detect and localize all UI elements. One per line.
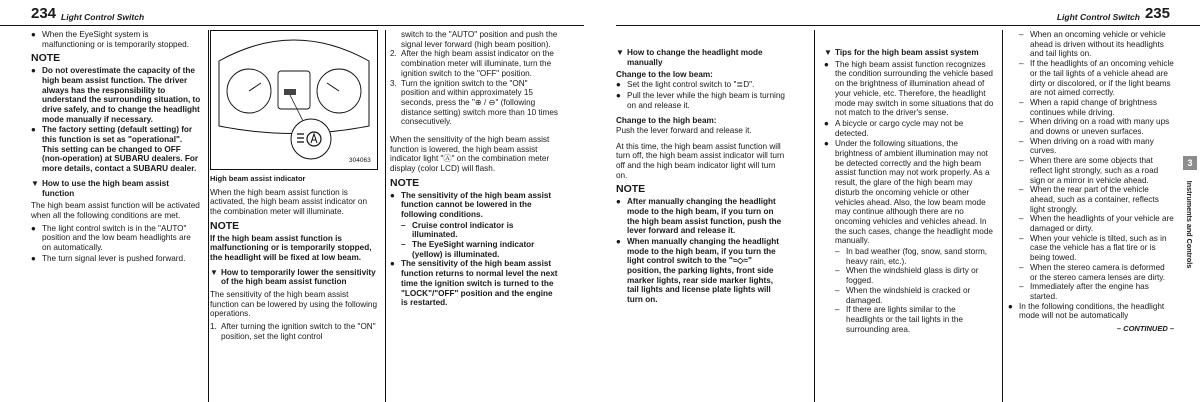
right-column-1 [616, 30, 786, 402]
note-item: ● The factory setting (default setting) for this function is set as "operational". This setting can be changed to OFF (non-operation) at SUBARU dealers. For more details, contact a SUBARU dealer. [31, 125, 199, 174]
page-number: 235 [1144, 5, 1170, 22]
chapter-tab-label: Instruments and Controls [1185, 180, 1195, 268]
paragraph: The sensitivity of the high beam assist function can be lowered by using the following operations. [210, 290, 378, 319]
list-item: – In bad weather (fog, snow, sand storm, heavy rain, etc.). [835, 247, 988, 266]
section-heading: ▼ Tips for the high beam assist system [824, 48, 979, 57]
list-item: – Immediately after the engine has started. [1019, 282, 1149, 301]
left-column-2 [210, 30, 378, 402]
combination-meter-illustration [211, 31, 377, 169]
page-number: 234 [31, 5, 57, 22]
list-item: – When the headlights of your vehicle are damaged or dirty. [1019, 214, 1174, 234]
note-heading: NOTE [616, 183, 646, 196]
list-item: – If the headlights of an oncoming vehicle or the tail lights of a vehicle ahead are dirty or discolored, or if the light beams are not aimed correctly. [1019, 59, 1174, 98]
list-item: – When the stereo camera is deformed or the stereo camera lenses are dirty. [1019, 262, 1166, 282]
list-item: – Cruise control indicator is illuminated. [401, 220, 514, 240]
list-item: 2. After the high beam assist indicator on the combination meter will illuminate, turn the ignition switch to the "OFF" position. [390, 49, 554, 78]
sub-heading: Change to the high beam: [616, 116, 717, 126]
list-item: ● When the EyeSight system is malfunctioning or is temporarily stopped. [31, 30, 189, 49]
section-heading: ▼ How to temporarily lower the sensitivity of the high beam assist function [210, 267, 376, 287]
list-item: – When the rear part of the vehicle ahead, such as a container, reflects light strongly. [1019, 185, 1159, 214]
list-item: ● The light control switch is in the "AUTO" position and the low beam headlights are on automatically. [31, 223, 191, 253]
column-divider [814, 30, 815, 402]
note-item: ● After manually changing the headlight mode to the high beam, if you turn on the high beam assist function, push the lever forward and release it. [616, 197, 782, 236]
page-header [0, 0, 584, 26]
paragraph: When the sensitivity of the high beam assist function is lowered, the high beam assist indicator light "Ⓐ" on the combination meter display (color LCD) will flash. [390, 135, 550, 174]
figure-caption: High beam assist indicator [210, 174, 306, 183]
header-title: Light Control Switch [1056, 12, 1140, 22]
list-item: 1. After turning the ignition switch to the "ON" position, set the light control [210, 322, 376, 341]
note-item: ● The sensitivity of the high beam assist function cannot be lowered in the following conditions. [390, 190, 552, 219]
paragraph: The high beam assist function will be activated when all the following conditions are met. [31, 201, 200, 220]
list-item: ● A bicycle or cargo cycle may not be detected. [824, 118, 964, 138]
page-header [616, 0, 1200, 26]
list-item: ● Set the light control switch to "≣D". [616, 80, 755, 90]
right-column-2 [824, 30, 994, 402]
left-column-1 [31, 30, 201, 402]
list-item: – The EyeSight warning indicator (yellow) is illuminated. [401, 240, 535, 259]
sub-heading: Change to the low beam: [616, 70, 713, 80]
paragraph: Push the lever forward and release it. [616, 125, 752, 135]
figure-code: 304063 [349, 157, 371, 164]
list-item: – When there are some objects that reflect light strongly, such as a road sign or a mirror in vehicle ahead. [1019, 156, 1159, 185]
header-title: Light Control Switch [61, 12, 145, 22]
list-item: – When driving on a road with many ups and downs or uneven surfaces. [1019, 117, 1170, 137]
note-heading: NOTE [210, 219, 240, 232]
note-item: ● Do not overestimate the capacity of the high beam assist function. The driver always has the responsibility to understand the surrounding situation, to drive safely, and to change the headlight mode manually if necessary. [31, 66, 201, 124]
list-item: – If there are lights similar to the headlights or the tail lights in the surrounding area. [835, 305, 963, 334]
list-item: ● The high beam assist function recognizes the condition surrounding the vehicle based on the brightness of illumination ahead of your vehicle, etc. Therefore, the headlight mode may switch in some situations that do not match to the driver's sense. [824, 59, 994, 118]
right-page [616, 0, 1200, 402]
column-divider [385, 30, 386, 402]
note-item: ● When manually changing the headlight mode to the high beam, if you turn the light control switch to the "≈◇≈" position, the parking lights, front side marker lights, rear side marker lights, tail lights and license plate lights will turn on. [616, 236, 779, 305]
paragraph: When the high beam assist function is activated, the high beam assist indicator on the combination meter will illuminate. [210, 187, 368, 217]
list-item: – When a rapid change of brightness continues while driving. [1019, 97, 1157, 117]
list-item: ● In the following conditions, the headlight mode will not be automatically [1008, 301, 1165, 321]
note-text: If the high beam assist function is malfunctioning or is temporarily stopped, the headlight will be fixed at low beam. [210, 233, 372, 262]
note-item: ● The sensitivity of the high beam assist function returns to normal level the next time the ignition switch is turned to the "LOCK"/"OFF" position and the engine is restarted. [390, 259, 558, 308]
paragraph: switch to the "AUTO" position and push the signal lever forward (high beam position). [401, 30, 558, 49]
paragraph: At this time, the high beam assist function will turn off, the high beam assist indicator will turn off and the high beam indicator light will turn on. [616, 141, 785, 180]
list-item: – When an oncoming vehicle or vehicle ahead is driven without its headlights and tail lights on. [1019, 30, 1166, 59]
indicator-figure [210, 30, 378, 170]
note-heading: NOTE [31, 52, 61, 65]
continued-label: – CONTINUED – [1116, 324, 1174, 334]
list-item: – When your vehicle is tilted, such as in case the vehicle has a flat tire or is being towed. [1019, 233, 1167, 263]
column-divider [208, 30, 209, 402]
left-column-3 [390, 30, 558, 402]
list-item: ● Under the following situations, the brightness of ambient illumination may not be detected correctly and the high beam assist function may not work properly. As a result, the glare of the high beam may disturb the oncoming vehicle or other vehicles ahead. Also, the low beam mode may continue although there are no oncoming vehicles and vehicles ahead. In the such cases, change the headlight mode manually. [824, 139, 993, 246]
list-item: – When driving on a road with many curves. [1019, 136, 1154, 156]
right-column-3 [1008, 30, 1174, 402]
list-item: – When the windshield glass is dirty or fogged. [835, 266, 979, 286]
section-heading: ▼ How to change the headlight mode manually [616, 48, 763, 67]
column-divider [1002, 30, 1003, 402]
chapter-tab: 3 [1183, 156, 1197, 170]
note-heading: NOTE [390, 176, 420, 189]
list-item: ● The turn signal lever is pushed forward. [31, 253, 186, 263]
list-item: – When the windshield is cracked or damaged. [835, 285, 971, 305]
section-heading: ▼ How to use the high beam assist function [31, 178, 169, 198]
left-page [0, 0, 584, 402]
list-item: 3. Turn the ignition switch to the "ON" position and within approximately 15 seconds, press the "⊕ / ⊖" (following distance setting) switch more than 10 times consecutively. [390, 78, 558, 127]
list-item: ● Pull the lever while the high beam is turning on and release it. [616, 90, 785, 110]
